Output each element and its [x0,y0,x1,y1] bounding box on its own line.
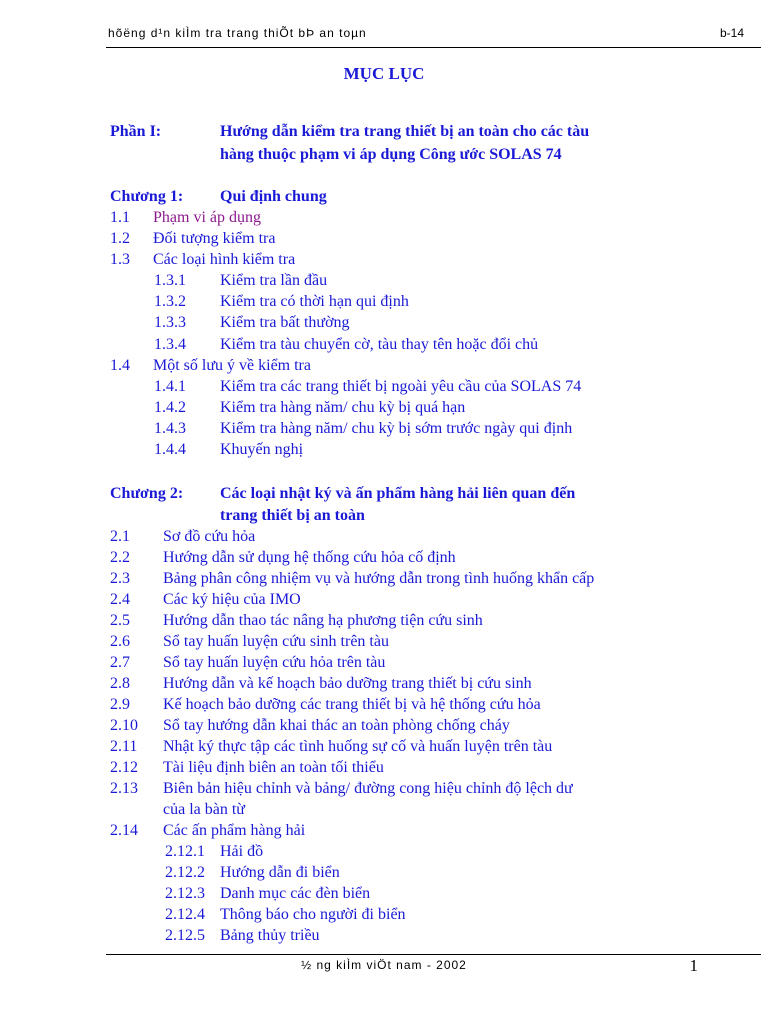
toc-text: Thông báo cho người đi biển [220,906,406,923]
toc-text: Kiểm tra các trang thiết bị ngoài yêu cầu của SOLAS 74 [220,378,582,395]
toc-number: 2.12.3 [165,885,205,902]
chapter1-label: Chương 1: [110,188,184,205]
toc-text: Phạm vi áp dụng [153,209,261,226]
toc-number: 1.3.4 [154,336,186,353]
toc-number: 1.2 [110,230,130,247]
toc-text: Hải đồ [220,843,264,860]
toc-text: Các loại hình kiểm tra [153,251,296,268]
toc-text: Hướng dẫn và kế hoạch bảo dưỡng trang thiết bị cứu sinh [163,675,532,692]
running-header-page-code: b-14 [719,26,744,40]
toc-number: 1.1 [110,209,130,226]
toc-text: Các ký hiệu của IMO [163,591,301,608]
toc-number: 2.11 [110,738,138,755]
chapter2-title-line2: trang thiết bị an toàn [220,507,365,524]
toc-number: 2.14 [110,822,138,839]
toc-text: Kiểm tra bất thường [220,314,350,331]
page-title: MỤC LỤC [343,64,425,83]
toc-text: Sổ tay huấn luyện cứu hỏa trên tàu [163,654,386,671]
toc-number: 1.4 [110,357,130,374]
chapter1-title: Qui định chung [220,188,327,205]
toc-text: Kế hoạch bảo dưỡng các trang thiết bị và hệ thống cứu hỏa [163,696,541,713]
toc-number: 1.3.3 [154,314,186,331]
toc-text: Kiểm tra tàu chuyển cờ, tàu thay tên hoặc đổi chủ [220,336,539,353]
toc-number: 1.3 [110,251,130,268]
toc-text: của la bàn từ [163,801,245,818]
toc-number: 2.4 [110,591,130,608]
toc-number: 2.12.2 [165,864,205,881]
toc-text: Đối tượng kiểm tra [153,230,276,247]
toc-number: 2.12.4 [165,906,205,923]
running-footer: ½ ng kiÌm viÖt nam - 2002 [301,958,467,972]
toc-text: Biên bản hiệu chỉnh và bảng/ đường cong hiệu chỉnh độ lệch dư [163,780,573,797]
toc-number: 1.3.2 [154,293,186,310]
toc-number: 1.4.1 [154,378,186,395]
chapter2-label: Chương 2: [110,485,184,502]
footer-rule [106,954,761,955]
toc-number: 2.3 [110,570,130,587]
part-label: Phần I: [110,123,162,140]
toc-text: Sổ tay hướng dẫn khai thác an toàn phòng chống cháy [163,717,510,734]
toc-text: Sổ tay huấn luyện cứu sinh trên tàu [163,633,389,650]
toc-number: 2.6 [110,633,130,650]
toc-text: Danh mục các đèn biển [220,885,371,902]
part-title-line2: hàng thuộc phạm vi áp dụng Công ước SOLAS 74 [220,146,562,163]
page-number: 1 [689,956,698,975]
toc-number: 1.4.2 [154,399,186,416]
toc-text: Kiểm tra hàng năm/ chu kỳ bị sớm trước ngày qui định [220,420,573,437]
toc-number: 1.4.3 [154,420,186,437]
toc-number: 2.12 [110,759,138,776]
toc-number: 2.13 [110,780,138,797]
toc-text: Một số lưu ý về kiểm tra [153,357,311,374]
toc-number: 1.3.1 [154,272,186,289]
toc-text: Hướng dẫn sử dụng hệ thống cứu hỏa cố định [163,549,456,566]
toc-text: Bảng phân công nhiệm vụ và hướng dẫn trong tình huống khẩn cấp [163,570,595,587]
toc-number: 2.1 [110,528,130,545]
running-header-title: hõëng d¹n kiÌm tra trang thiÕt bÞ an toµn [108,26,367,40]
toc-number: 2.7 [110,654,130,671]
toc-number: 2.12.1 [165,843,205,860]
toc-text: Hướng dẫn thao tác nâng hạ phương tiện cứu sinh [163,612,483,629]
toc-text: Sơ đồ cứu hỏa [163,528,256,545]
toc-number: 2.9 [110,696,130,713]
toc-text: Nhật ký thực tập các tình huống sự cố và huấn luyện trên tàu [163,738,553,755]
toc-text: Kiểm tra lần đầu [220,272,328,289]
toc-number: 2.5 [110,612,130,629]
header-rule [106,47,761,48]
toc-text: Kiểm tra có thời hạn qui định [220,293,409,310]
toc-number: 2.10 [110,717,138,734]
part-title-line1: Hướng dẫn kiểm tra trang thiết bị an toàn cho các tàu [220,123,590,140]
toc-text: Bảng thủy triều [220,927,320,944]
chapter2-title-line1: Các loại nhật ký và ấn phẩm hàng hải liên quan đến [220,485,576,502]
toc-number: 1.4.4 [154,441,186,458]
toc-number: 2.2 [110,549,130,566]
toc-text: Tài liệu định biên an toàn tối thiểu [163,759,384,776]
toc-text: Các ấn phẩm hàng hải [163,822,306,839]
toc-text: Hướng dẫn đi biển [220,864,340,881]
toc-number: 2.12.5 [165,927,205,944]
toc-text: Khuyến nghị [220,441,304,458]
toc-number: 2.8 [110,675,130,692]
toc-text: Kiểm tra hàng năm/ chu kỳ bị quá hạn [220,399,466,416]
